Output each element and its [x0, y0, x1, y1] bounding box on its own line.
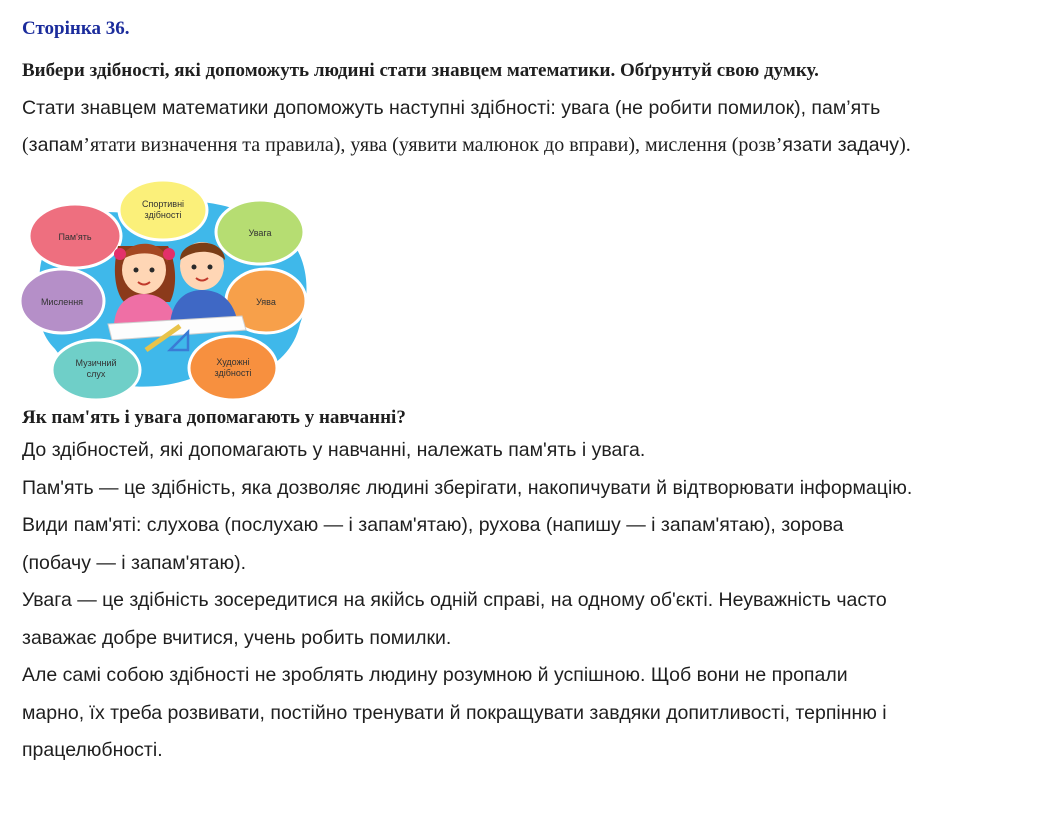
- bubble-art: [189, 336, 277, 400]
- body-line: Пам'ять — це здібність, яка дозволяє людині зберігати, накопичувати й відтворювати інформацію.: [22, 476, 913, 499]
- bubble-attention-top: [216, 200, 304, 264]
- bubble-sport-label-2: здібності: [144, 210, 182, 220]
- girl-bow-right: [163, 248, 175, 260]
- body-line: працелюбності.: [22, 739, 163, 761]
- answer-line-2-a: (: [22, 134, 29, 156]
- boy-eye-right: [208, 265, 213, 270]
- girl-bow-left: [114, 248, 126, 260]
- page-title: Сторінка 36.: [22, 18, 130, 39]
- body-line: Але самі собою здібності не зроблять людину розумною й успішною. Щоб вони не пропали: [22, 664, 848, 686]
- body-line: До здібностей, які допомагають у навчанні, належать пам'ять і увага.: [22, 439, 646, 461]
- answer-line-2: [22, 127, 1032, 164]
- document: [22, 14, 1032, 770]
- bubble-sport: [119, 180, 207, 240]
- bubble-sport-label-1: Спортивні: [141, 199, 185, 209]
- bubble-art-label-1: Художні: [216, 357, 250, 367]
- body-line: Види пам'яті: слухова (послухаю — і запам'ятаю), рухова (напишу — і запам'ятаю), зорова: [22, 514, 844, 536]
- answer-line-2-b: запам: [28, 134, 84, 156]
- question-heading: Як пам'ять і увага допомагають у навчанні?: [22, 407, 406, 428]
- girl-illustration: [114, 244, 176, 324]
- bubble-attention-top-label: Увага: [248, 228, 272, 238]
- girl-eye-left: [134, 268, 139, 273]
- answer-line-2-c: ’ятати визначення та правила), уява (уявити малюнок до вправи), мислення (розв’: [83, 134, 783, 156]
- girl-eye-right: [150, 268, 155, 273]
- body-line: заважає добре вчитися, учень робить помилки.: [22, 626, 452, 649]
- answer-line-2-e: ).: [899, 134, 911, 156]
- bubble-thinking-label: Мислення: [40, 297, 84, 307]
- answer-line-1: Стати знавцем математики допоможуть наступні здібності: увага (не робити помилок), пам’ять: [22, 97, 881, 119]
- abilities-illustration: [20, 174, 320, 404]
- bubble-music-label-2: слух: [86, 369, 106, 379]
- body-line: (побачу — і запам'ятаю).: [22, 551, 247, 574]
- answer-line-2-d: язати задачу: [782, 134, 900, 156]
- bubble-art-label-2: здібності: [214, 368, 252, 378]
- body-line: марно, їх треба розвивати, постійно тренувати й покращувати завдяки допитливості, терпінню і: [22, 701, 887, 724]
- bubble-imagination-label: Уява: [256, 297, 276, 307]
- body-line: Увага — це здібність зосередитися на якійсь одній справі, на одному об'єкті. Неуважність часто: [22, 589, 887, 611]
- body-text: [22, 432, 1032, 770]
- abilities-illustration-svg: [20, 174, 320, 404]
- bubble-memory-label: Пам'ять: [58, 232, 92, 242]
- bubble-thinking: [20, 269, 104, 333]
- boy-eye-left: [192, 265, 197, 270]
- bubble-music-label-1: Музичний: [75, 358, 117, 368]
- task-heading: Вибери здібності, які допоможуть людині стати знавцем математики. Обґрунтуй свою думку.: [22, 60, 819, 81]
- bubble-music: [52, 340, 140, 400]
- bubble-memory: [29, 204, 121, 268]
